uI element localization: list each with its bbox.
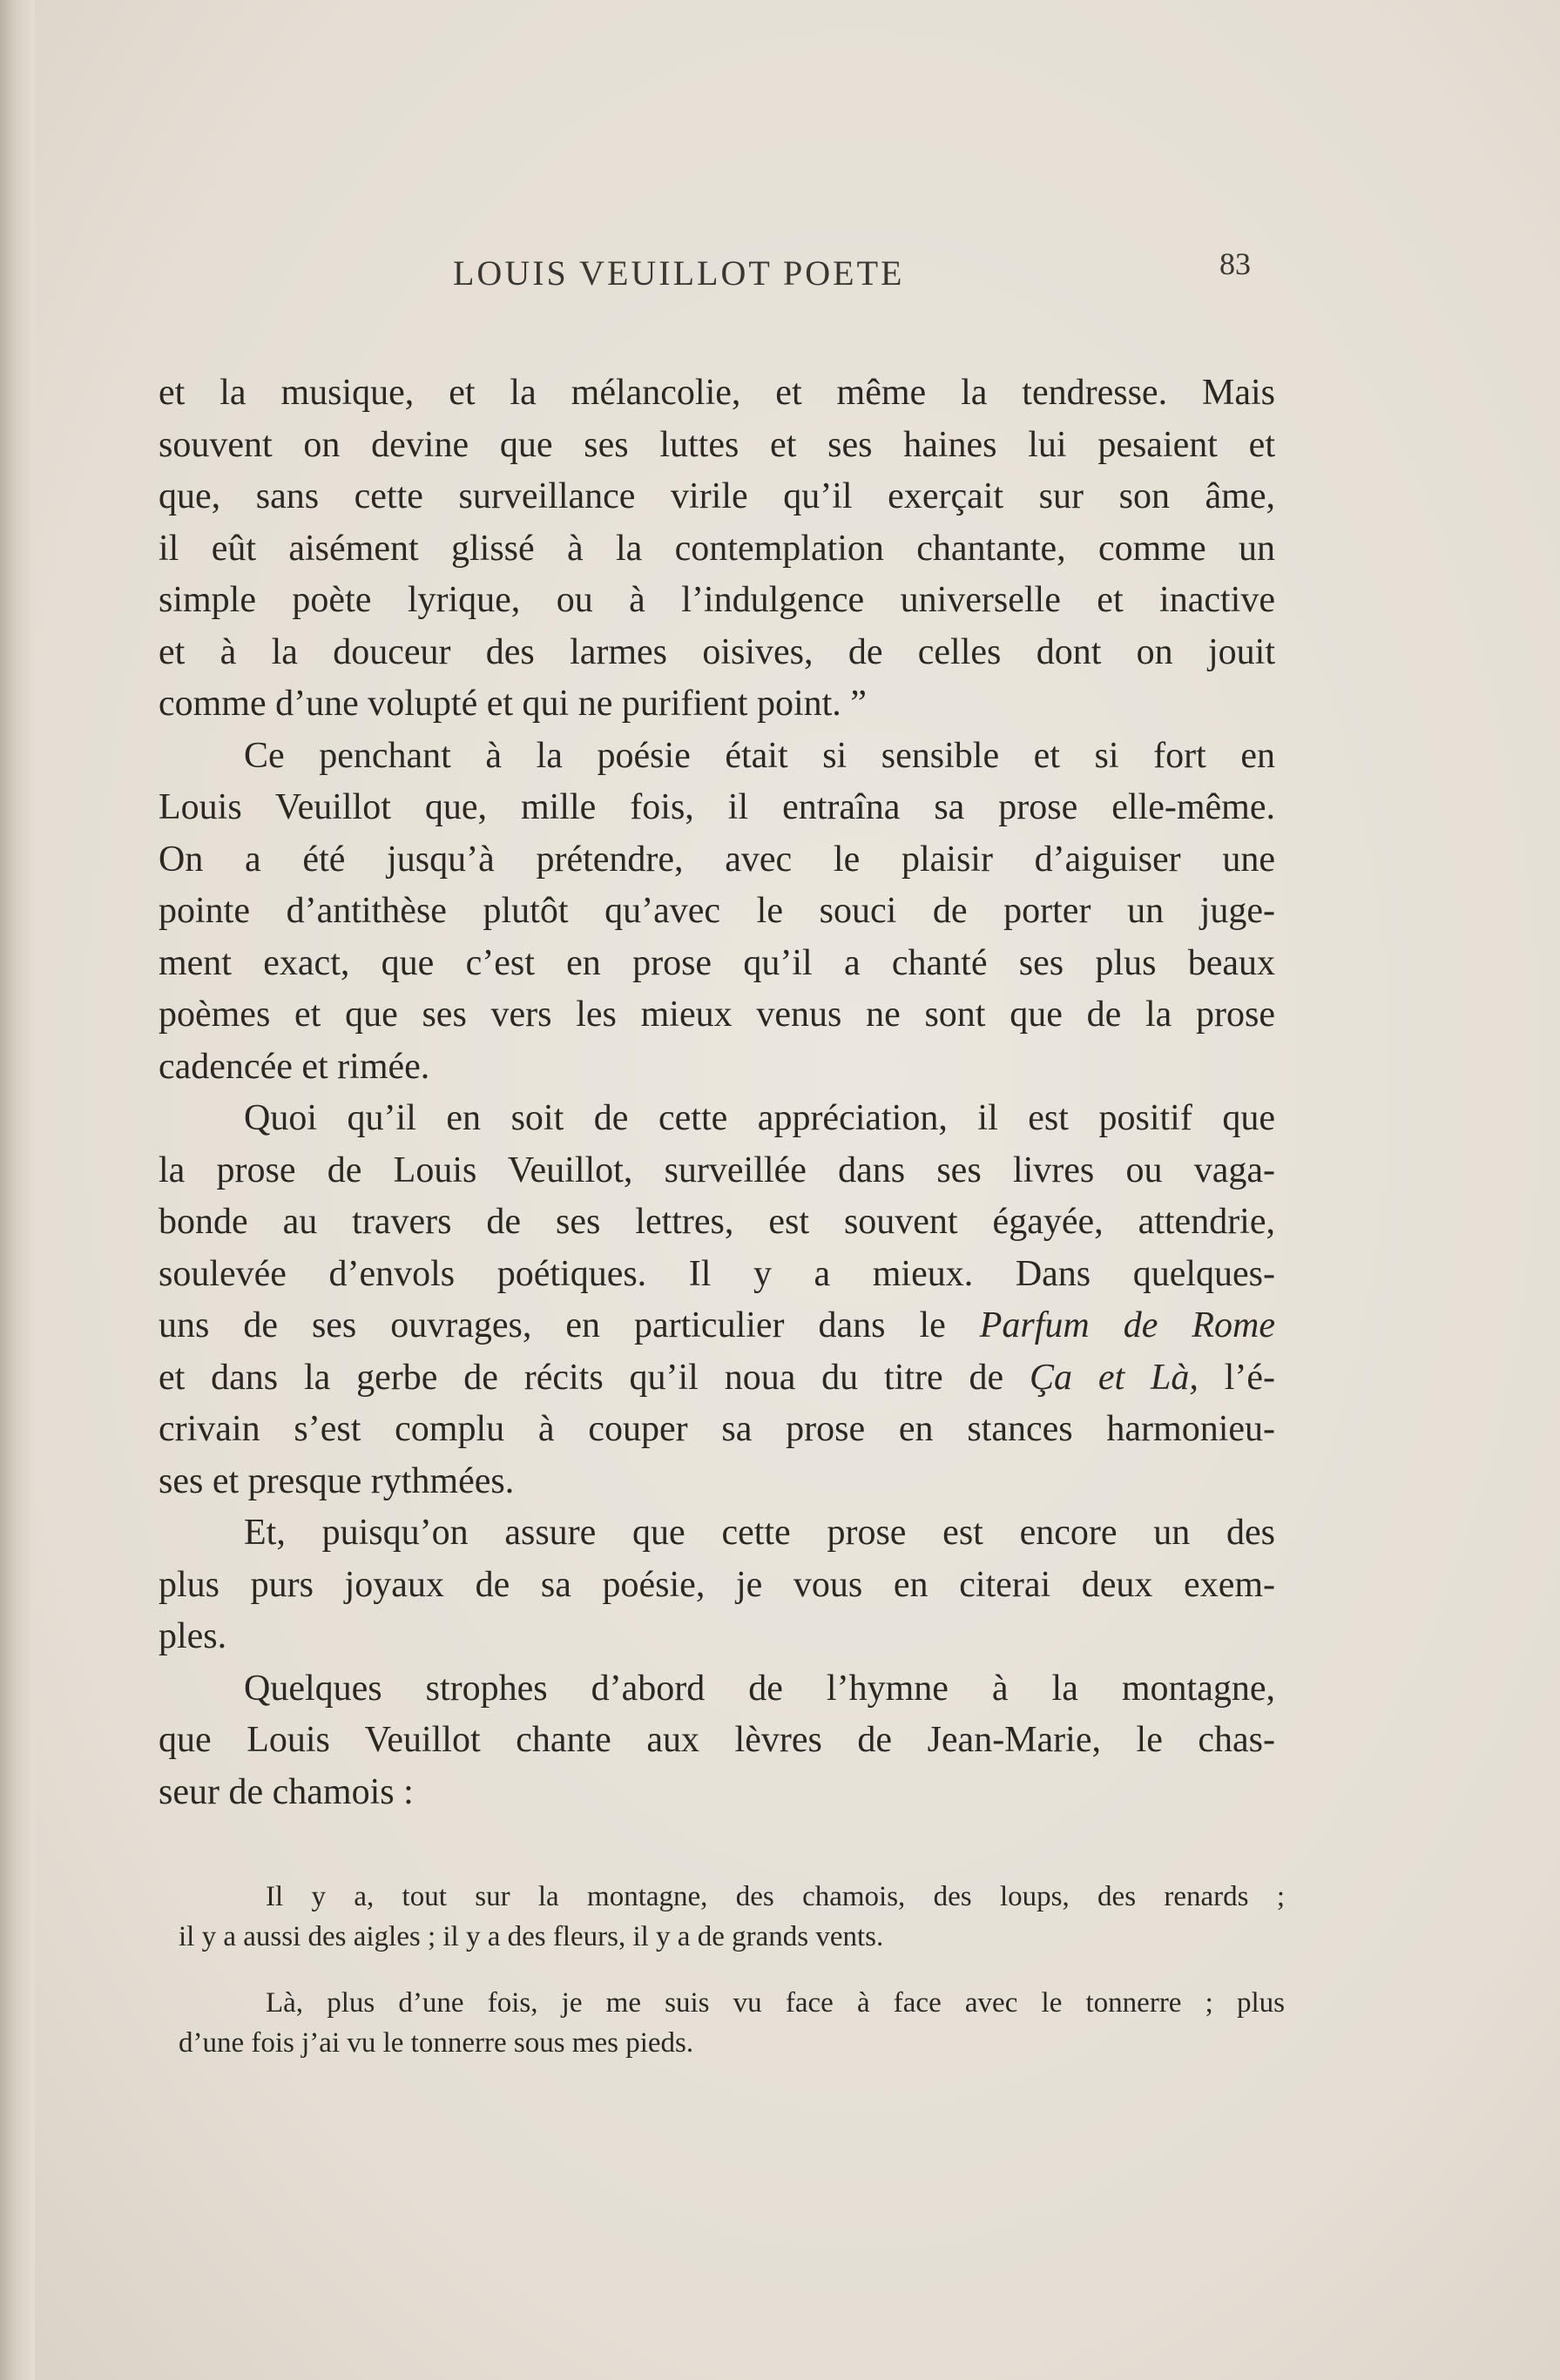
text-line: Quoi qu’il en soit de cette appréciation, il est positif que: [244, 1098, 1275, 1138]
text-line: cadencée et rimée.: [159, 1046, 430, 1087]
quote-line: il y a aussi des aigles ; il y a des fleurs, il y a de grands vents.: [179, 1921, 884, 1952]
block-quotation: [179, 1877, 1285, 2063]
page-number: 83: [1219, 246, 1251, 281]
text-line: poèmes et que ses vers les mieux venus ne sont que de la prose: [159, 994, 1275, 1035]
body-text: [159, 367, 1275, 1818]
quote-line: Il y a, tout sur la montagne, des chamois, des loups, des renards ;: [266, 1881, 1285, 1912]
text-segment: l’é-: [1224, 1357, 1275, 1398]
text-line: plus purs joyaux de sa poésie, je vous en citerai deux exem-: [159, 1564, 1275, 1605]
text-line: Et, puisqu’on assure que cette prose est encore un des: [244, 1513, 1275, 1553]
text-line: ment exact, que c’est en prose qu’il a chanté ses plus beaux: [159, 942, 1275, 983]
text-segment: et dans la gerbe de récits qu’il noua du titre de: [159, 1357, 1004, 1398]
text-line: souvent on devine que ses luttes et ses haines lui pesaient et: [159, 424, 1275, 465]
text-segment: uns de ses ouvrages, en particulier dans le: [159, 1305, 946, 1345]
text-line: que Louis Veuillot chante aux lèvres de Jean-Marie, le chas-: [159, 1720, 1275, 1760]
quote-stanza-gap: [179, 1957, 1285, 1983]
text-line: crivain s’est complu à couper sa prose en stances harmonieu-: [159, 1409, 1275, 1449]
text-line: seur de chamois :: [159, 1771, 414, 1812]
text-line: la prose de Louis Veuillot, surveillée dans ses livres ou vaga-: [159, 1150, 1275, 1190]
text-line: soulevée d’envols poétiques. Il y a mieux. Dans quelques-: [159, 1253, 1275, 1294]
running-title: LOUIS VEUILLOT POETE: [453, 253, 905, 293]
text-line: bonde au travers de ses lettres, est souvent égayée, attendrie,: [159, 1202, 1275, 1242]
page-gutter-shadow: [0, 0, 35, 2380]
text-line: pointe d’antithèse plutôt qu’avec le souci de porter un juge-: [159, 891, 1275, 931]
text-line: Quelques strophes d’abord de l’hymne à la montagne,: [244, 1668, 1275, 1709]
text-line: ples.: [159, 1616, 227, 1656]
text-line: Louis Veuillot que, mille fois, il entraîna sa prose elle-même.: [159, 787, 1275, 827]
text-line: et à la douceur des larmes oisives, de celles dont on jouit: [159, 631, 1275, 672]
book-title-parfum-de-rome: Parfum de Rome: [979, 1305, 1275, 1345]
quote-line: d’une fois j’ai vu le tonnerre sous mes pieds.: [179, 2027, 694, 2059]
text-line: simple poète lyrique, ou à l’indulgence universelle et inactive: [159, 580, 1275, 620]
text-line: il eût aisément glissé à la contemplation chantante, comme un: [159, 528, 1275, 569]
text-line: que, sans cette surveillance virile qu’il exerçait sur son âme,: [159, 476, 1275, 516]
text-line: et la musique, et la mélancolie, et même la tendresse. Mais: [159, 373, 1275, 413]
text-line: Ce penchant à la poésie était si sensible et si fort en: [244, 735, 1275, 776]
text-line: [159, 1352, 1275, 1405]
text-line: [159, 1300, 1275, 1352]
text-line: On a été jusqu’à prétendre, avec le plaisir d’aiguiser une: [159, 839, 1275, 880]
book-title-ca-et-la: Ça et Là,: [1029, 1357, 1199, 1398]
text-line: comme d’une volupté et qui ne purifient point. ”: [159, 684, 867, 724]
quote-line: Là, plus d’une fois, je me suis vu face à face avec le tonnerre ; plus: [266, 1987, 1285, 2019]
text-line: ses et presque rythmées.: [159, 1460, 515, 1501]
